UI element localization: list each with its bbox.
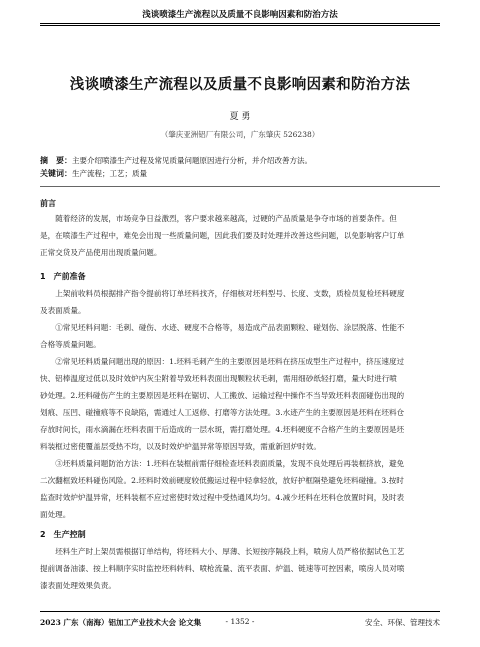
text-line: 砂处理。2.坯料碰伤产生的主要原因是坯料在锯切、人工搬放、运输过程中操作不当导致坯料表面碰伤出现的: [40, 391, 405, 400]
section-heading-1: 1 产前准备: [40, 272, 86, 281]
text-line: ③坯料质量问题防治方法：1.坯料在装框前需仔细检查坯料表面质量，发现不良处理后再装框挤放，避免: [55, 459, 405, 468]
keywords-text: 生产流程；工艺；质量: [72, 169, 147, 178]
text-line: 漆表面处理效果负责。: [40, 581, 116, 590]
keywords-label: 关键词：: [40, 169, 72, 178]
text-line: 快、铝棒温度过低以及时效炉内灰尘附着导致坯料表面出现颗粒状毛刺，需用细砂纸轻打磨，量大时进行喷: [40, 374, 397, 383]
text-line: 是，在喷漆生产过程中，难免会出现一些质量问题，因此我们要及时处理并改善这些问题，以免影响客户订单: [40, 231, 405, 240]
header-rule: [40, 23, 440, 26]
text-line: 合格等质量问题。: [40, 340, 101, 349]
author: 夏 勇: [229, 112, 251, 122]
section-heading-preface: 前言: [40, 199, 56, 208]
text-line: 及表面质量。: [40, 306, 86, 315]
affiliation: （肇庆亚洲铝厂有限公司，广东肇庆 526238）: [160, 130, 320, 139]
text-line: 划痕、压凹、碰撞痕等不良缺陷，需通过人工返修、打磨等方法处理。3.水迹产生的主要原因是坯料在坯料仓: [40, 408, 405, 417]
paragraph-preface: [40, 210, 440, 261]
abstract-rule: [40, 186, 440, 187]
running-head: 浅谈喷漆生产流程以及质量不良影响因素和防治方法: [142, 10, 338, 20]
paper-title: 浅谈喷漆生产流程以及质量不良影响因素和防治方法: [69, 77, 411, 93]
text-line: ②常见坯料质量问题出现的原因：1.坯料毛刺产生的主要原因是坯料在挤压成型生产过程中，挤压速度过: [55, 357, 405, 366]
footer-rule: [40, 611, 440, 612]
text-line: ①常见坯料问题：毛刺、碰伤、水迹、硬度不合格等，易造成产品表面颗粒、碰划伤、涂层脱落、性能不: [55, 323, 405, 332]
text-line: 坯料生产时上架员需根据订单结构，将坯料大小、厚薄、长短按序隔段上料，喷房人员严格依据试色工艺: [55, 547, 405, 556]
text-line: 正常交货及产品使用出现质量问题。: [40, 248, 162, 257]
paragraph-1-3: [40, 353, 440, 455]
text-line: 提前调备油漆、按上料顺序实时监控坯料转料、喷枪流量、流平表面、炉温、链速等可控因素，喷房人员对喷: [40, 564, 405, 573]
page-number: - 1352 -: [225, 617, 255, 626]
text-line: 料装框过密使覆盖层受热不均，以及时效炉炉温异常等原因导致，需重新回炉时效。: [40, 442, 321, 451]
paragraph-1-4: [40, 455, 440, 523]
paragraph-1-1: [40, 285, 440, 319]
footer-right: 安全、环保、管理技术: [365, 618, 440, 627]
section-heading-2: 2 生产控制: [40, 530, 86, 539]
text-line: 存放时间长，雨水滴漏在坯料表面干后造成的一层水斑，需打磨处理。4.坯料硬度不合格产生的主要原因是坯: [40, 425, 405, 434]
text-line: 二次翻框致坯料碰伤风险。2.坯料时效前硬度较低搬运过程中轻拿轻放，放好护框隔垫避免坯料碰撞。3.按时: [40, 476, 404, 485]
keywords: [40, 168, 440, 180]
text-line: 监查时效炉炉温异常，坯料装框不应过密使时效过程中受热通风均匀。4.减少坯料在坯料仓放置时间，及时表: [40, 493, 405, 502]
text-line: 面处理。: [40, 510, 71, 519]
paragraph-2-1: [40, 543, 440, 594]
text-line: 上架前收料员根据排产指令提前将订单坯料找齐，仔细核对坯料型号、长度、支数，质检员复检坯料硬度: [55, 289, 405, 298]
abstract-label: 摘 要：: [40, 156, 72, 165]
abstract: [40, 155, 440, 167]
footer-left: 2023 广东（南海）铝加工产业技术大会 论文集: [40, 618, 202, 627]
paragraph-1-2: [40, 319, 440, 353]
abstract-text: 主要介绍喷漆生产过程及常见质量问题原因进行分析，并介绍改善方法。: [72, 156, 312, 165]
text-line: 随着经济的发展，市场竞争日益激烈，客户要求越来越高，过硬的产品质量是争夺市场的首要条件。但: [55, 214, 397, 223]
